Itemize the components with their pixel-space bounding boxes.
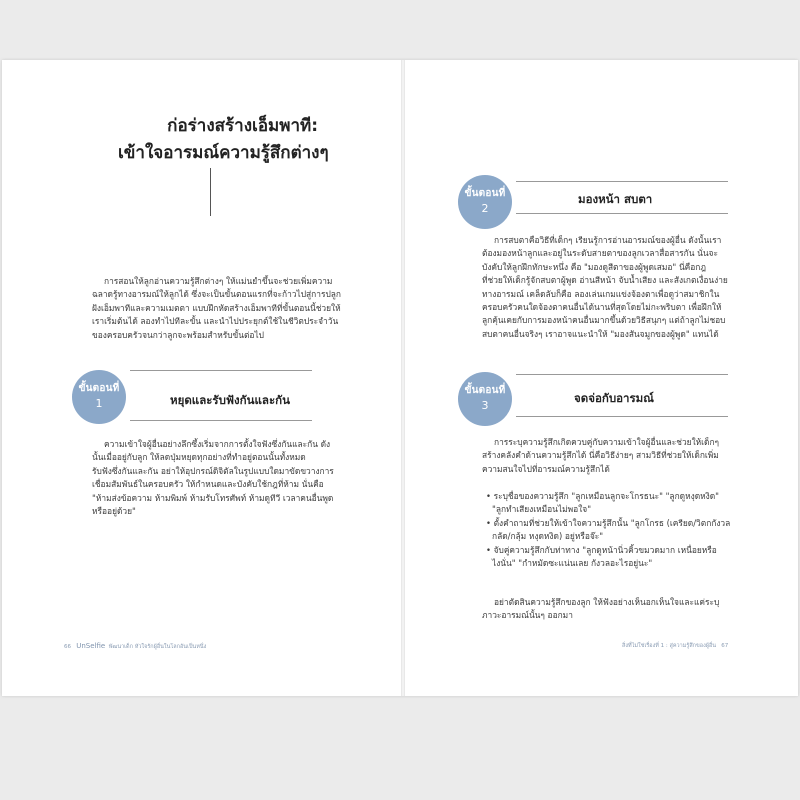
- text-line: สร้างคลังคำด้านความรู้สึกได้ นี่คือวิธีง่ายๆ สามวิธีที่ช่วยให้เด็กเพิ่ม: [482, 450, 719, 461]
- text-line: ความสนใจไปที่อารมณ์ความรู้สึกได้: [482, 463, 610, 474]
- text-line: ครอบครัวคนใดจ้องตาคนอื่นได้นานที่สุดโดยไม่กะพริบตา เพื่อฝึกให้: [482, 302, 722, 313]
- step-rule: [130, 370, 312, 371]
- text-line: ภาวะอารมณ์นั้นๆ ออกมา: [482, 610, 573, 621]
- text-line: การสอนให้ลูกอ่านความรู้สึกต่างๆ ให้แม่นยำขึ้นจะช่วยเพิ่มความ: [104, 276, 333, 286]
- step-label: ขั้นตอนที่: [464, 188, 506, 199]
- step-1-body: [92, 438, 334, 518]
- bullet-item: • จับคู่ความรู้สึกกับท่าทาง "ลูกดูหน้านิ่วคิ้วขมวดมาก เหนื่อยหรือ: [486, 544, 717, 555]
- step-3-badge: [458, 372, 512, 426]
- text-line: ของครอบครัวจนกว่าลูกจะพร้อมสำหรับขั้นต่อไป: [92, 329, 264, 340]
- text-line: การระบุความรู้สึกเกิดควบคู่กับความเข้าใจผู้อื่นและช่วยให้เด็กๆ: [494, 437, 720, 447]
- bullet-continuation: "ลูกทำเสียงเหมือนไม่พอใจ": [492, 504, 592, 515]
- text-line: ลูกคุ้นเคยกับการมองหน้าคนอื่นมากขึ้นด้วยวิธีสนุกๆ แต่ถ้าลูกไม่ชอบ: [482, 315, 726, 326]
- step-rule: [516, 213, 728, 214]
- book-gutter: [401, 60, 405, 696]
- text-line: ที่ช่วยให้เด็กรู้จักสบตาผู้พูด อ่านสีหน้า จับน้ำเสียง และสังเกตเงื่อนง่าย: [482, 275, 728, 286]
- step-2-badge: [458, 175, 512, 229]
- step-label: ขั้นตอนที่: [78, 383, 120, 394]
- text-line: นั้นเมื่ออยู่กับลูก ให้ลดปุ่มหยุดทุกอย่างที่ทำอยู่ตอนนั้นทั้งหมด: [92, 452, 306, 463]
- step-3-heading: จดจ่อกับอารมณ์: [574, 391, 654, 405]
- text-line: สบตาคนอื่นจริงๆ เราอาจแนะนำให้ "มองสันจมูกของผู้พูด" แทนได้: [482, 328, 719, 339]
- title-line: เข้าใจอารมณ์ความรู้สึกต่างๆ: [118, 143, 329, 163]
- intro-paragraph: [92, 275, 341, 342]
- text-line: หรืออยู่ด้วย": [92, 506, 136, 517]
- step-label: ขั้นตอนที่: [464, 385, 506, 396]
- text-line: บังคับให้ลูกฝึกทักษะหนึ่ง คือ "มองดูสีตาของผู้พูดเสมอ" นี่คือกฎ: [482, 261, 707, 272]
- text-line: ความเข้าใจผู้อื่นอย่างลึกซึ้งเริ่มจากการตั้งใจฟังซึ่งกันและกัน ดัง: [104, 439, 331, 449]
- title-line: ก่อร่างสร้างเอ็มพาที:: [167, 116, 318, 136]
- step-number: 2: [481, 202, 489, 215]
- step-1-badge: [72, 370, 126, 424]
- bullet-item: • ตั้งคำถามที่ช่วยให้เข้าใจความรู้สึกนั้น "ลูกโกรธ (เครียด/วิตกกังวล: [486, 517, 731, 528]
- step-rule: [516, 181, 728, 182]
- step-1-header: [72, 348, 312, 410]
- step-1-heading: หยุดและรับฟังกันและกัน: [170, 393, 290, 407]
- footer-subtitle: พัฒนาเด็ก หัวใจรักผู้อื่นในโลกอันเป็นหนึ่ง: [108, 644, 207, 650]
- step-rule: [130, 420, 312, 421]
- book-brand: UnSelfie: [76, 642, 106, 650]
- step-number: 1: [95, 397, 103, 410]
- bullet-item: • ระบุชื่อของความรู้สึก "ลูกเหมือนลูกจะโกรธนะ" "ลูกดูหงุดหงิด": [486, 491, 720, 501]
- text-line: "ห้ามส่งข้อความ ห้ามพิมพ์ ห้ามรับโทรศัพท์ ห้ามดูทีวี เวลาคนอื่นพูด: [92, 492, 334, 503]
- page-number: 67: [721, 643, 729, 649]
- text-line: ฝังเอ็มพาทีและความเมตตา แบบฝึกหัดสร้างเอ็มพาทีที่ขั้นตอนนี้ช่วยให้: [92, 302, 341, 313]
- bullet-continuation: ไงนั่น" "กำหมัดซะแน่นเลย กังวลอะไรอยู่นะ": [492, 558, 653, 569]
- footer-subtitle: สิ่งที่ไม่ใช่เรื่องที่ 1 : สู่ความรู้สึกของผู้อื่น: [622, 643, 717, 649]
- step-2-heading: มองหน้า สบตา: [578, 192, 653, 206]
- bullet-continuation: กลัด/กลุ้ม หงุดหงิด) อยู่หรือจ๊ะ": [492, 531, 604, 542]
- right-page-footer: [622, 642, 728, 650]
- step-3-closing: [482, 596, 719, 623]
- step-3-bullets: [482, 490, 730, 570]
- step-2-body: [482, 234, 728, 341]
- title-divider: [210, 168, 211, 216]
- text-line: อย่าตัดสินความรู้สึกของลูก ให้ฟังอย่างเห็นอกเห็นใจและแค่ระบุ: [494, 597, 720, 607]
- text-line: ทางอารมณ์ เคล็ดลับก็คือ ลองเล่นเกมแข่งจ้องตาเพื่อดูว่าสมาชิกใน: [482, 288, 720, 299]
- step-rule: [516, 374, 728, 375]
- text-line: รับฟังซึ่งกันและกัน อย่าให้อุปกรณ์ดิจิตัลในรูปแบบใดมาขัดขวางการ: [92, 465, 334, 476]
- step-rule: [516, 416, 728, 417]
- left-page-footer: [64, 642, 206, 651]
- text-line: ฉลาดรู้ทางอารมณ์ให้ลูกได้ ซึ่งจะเป็นขั้นตอนแรกที่จะก้าวไปสู่การปลูก: [92, 289, 341, 300]
- text-line: การสบตาคือวิธีที่เด็กๆ เรียนรู้การอ่านอารมณ์ของผู้อื่น ดังนั้นเรา: [494, 235, 722, 245]
- step-3-body: [482, 436, 719, 476]
- text-line: เราเริ่มต้นได้ ลองทำไปทีละขั้น และนำไปประยุกต์ใช้ในชีวิตประจำวัน: [92, 316, 339, 327]
- step-2-header: [458, 163, 728, 215]
- step-3-header: [458, 362, 728, 414]
- step-number: 3: [481, 399, 489, 412]
- text-line: เชื่อมสัมพันธ์ในครอบครัว ให้กำหนดและบังคับใช้กฎที่ห้าม นั่นคือ: [92, 479, 324, 490]
- left-page-title: [118, 113, 329, 167]
- text-line: ต้องมองหน้าลูกและอยู่ในระดับสายตาของลูกเวลาสื่อสารกัน นั่นจะ: [482, 248, 718, 259]
- page-number: 66: [64, 644, 71, 650]
